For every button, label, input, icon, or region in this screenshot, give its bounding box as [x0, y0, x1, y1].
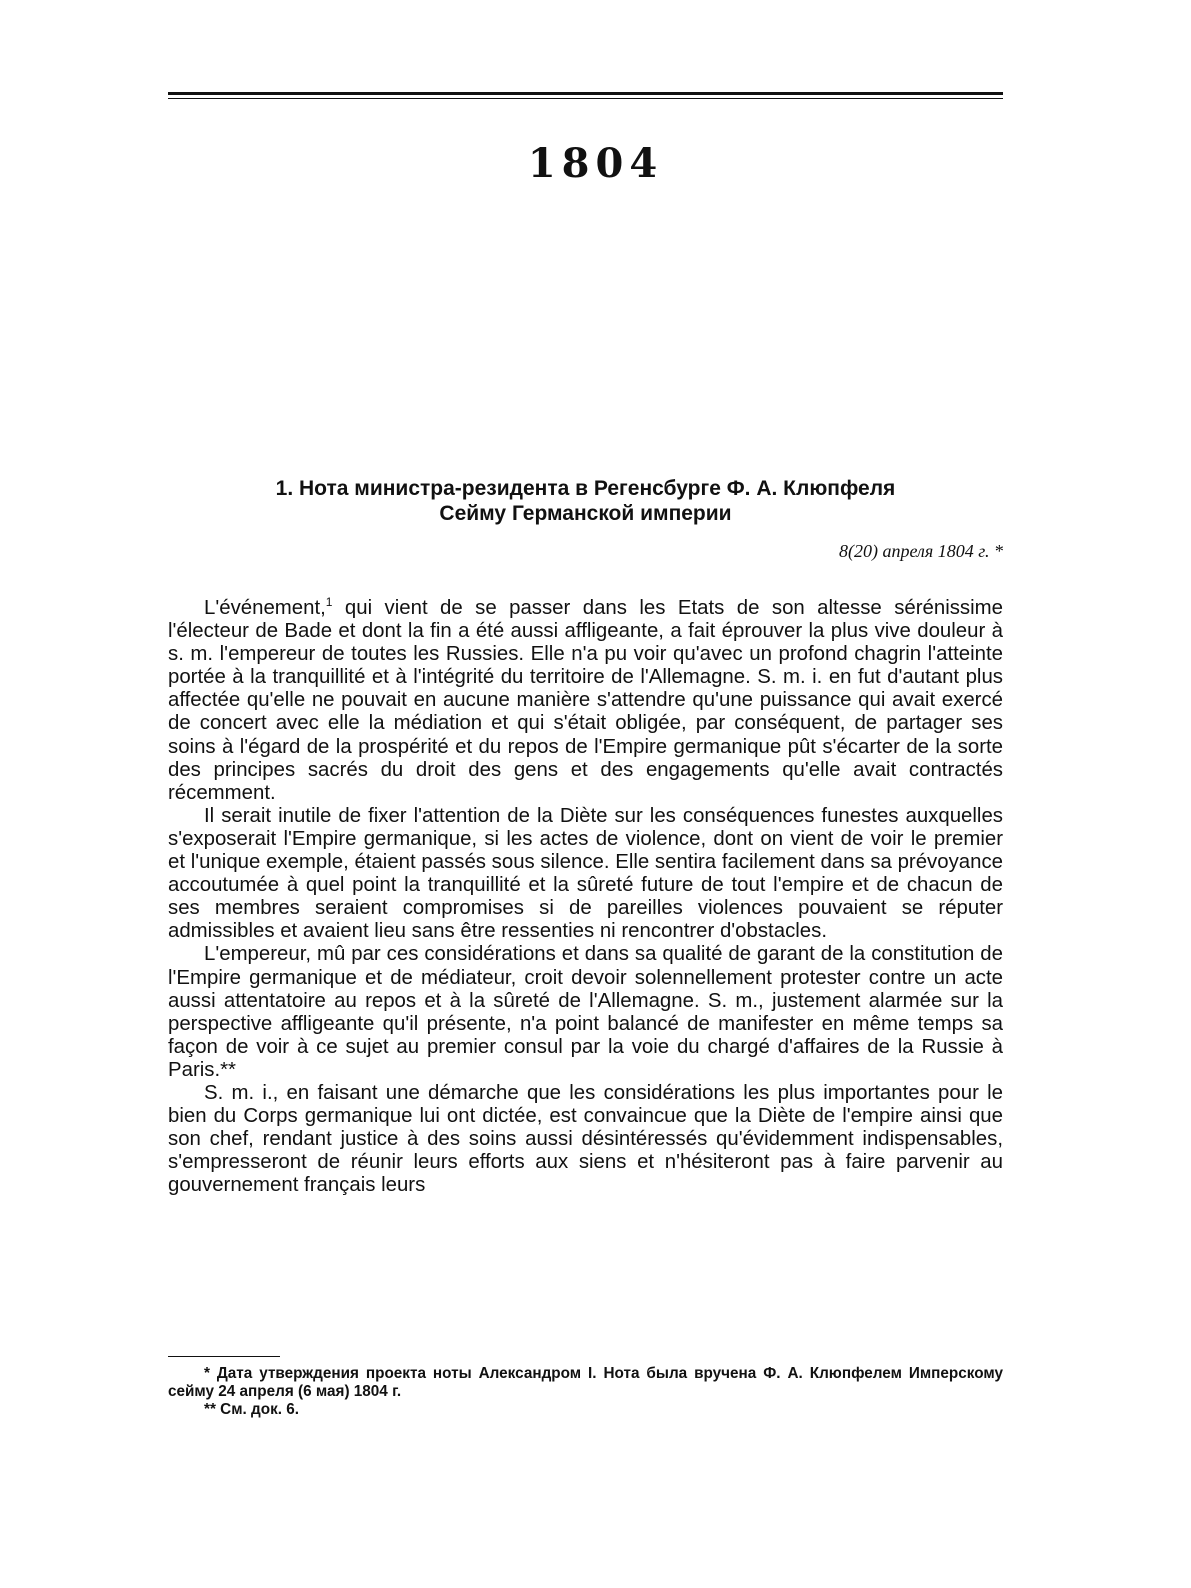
top-rule: [168, 92, 1003, 95]
document-date: 8(20) апреля 1804 г. *: [838, 541, 1003, 561]
body-paragraph-4: S. m. i., en faisant une démarche que les considérations les plus importantes pour le bien du Corps germanique lui ont dictée, est convaincue que la Diète de l'empire ainsi que son chef, rendant justice à des soins aussi désintéressés qu'évidemment indispensables, s'empresseront de réunir leurs efforts aux siens et n'hésiteront pas à faire parvenir au gouvernement français leurs: [168, 1081, 1003, 1197]
footnote-1: * Дата утверждения проекта ноты Александром I. Нота была вручена Ф. А. Клюпфелем Имперскому сейму 24 апреля (6 мая) 1804 г.: [168, 1365, 1003, 1400]
document-body: [168, 597, 1003, 1197]
footnote-2: ** См. док. 6.: [204, 1401, 299, 1418]
endnote-reference: 1: [325, 595, 333, 610]
document-title: [168, 476, 1003, 526]
body-paragraph-1-rest: qui vient de se passer dans les Etats de son altesse sérénissime l'électeur de Bade et dont la fin a été aussi affligeante, a fait éprouver la plus vive douleur à s. m. l'empereur de toutes les Russies. Elle n'a pu voir qu'avec un profond chagrin l'atteinte portée à la tranquillité et à l'intégrité du territoire de l'Allemagne. S. m. i. en fut d'autant plus affectée qu'elle ne pouvait en aucune manière s'attendre qu'une puissance qui avait exercé de concert avec elle la médiation et qui s'était obligée, par conséquent, de partager ses soins à l'égard de la prospérité et du repos de l'Empire germanique pût s'écarter de la sorte des principes sacrés du droit des gens et des engagements qu'elle avait contractés récemment.: [168, 597, 1003, 804]
document-title-line-2: Сейму Германской империи: [439, 502, 732, 525]
body-paragraph-1-start: L'événement,: [204, 597, 326, 619]
top-rule-thin: [168, 98, 1003, 99]
body-paragraph-3: L'empereur, mû par ces considérations et dans sa qualité de garant de la constitution de l'Empire germanique et de médiateur, croit devoir solennellement protester contre un acte aussi attentatoire au repos et à la sûreté de l'Allemagne. S. m., justement alarmée sur la perspective affligeante qu'il présente, n'a point balancé de manifester en même temps sa façon de voir à ce sujet au premier consul par la voie du chargé d'affaires de la Russie à Paris.**: [168, 943, 1003, 1081]
year-heading: 1804: [527, 140, 664, 187]
document-title-line-1: 1. Нота министра-резидента в Регенсбурге Ф. А. Клюпфеля: [275, 477, 896, 500]
footnote-rule: [168, 1356, 280, 1357]
footnotes: [168, 1365, 1003, 1419]
body-paragraph-2: Il serait inutile de fixer l'attention de la Diète sur les conséquences funestes auxquelles s'exposerait l'Empire germanique, si les actes de violence, dont on vient de voir le premier et l'unique exemple, étaient passés sous silence. Elle sentira facilement dans sa prévoyance accoutumée à quel point la tranquillité et la sûreté future de tout l'empire et de chacun de ses membres seraient compromises si de pareilles violences pouvaient se réputer admissibles et avaient lieu sans être ressenties ni rencontrer d'obstacles.: [168, 804, 1003, 943]
body-paragraph-1: [168, 597, 1003, 805]
